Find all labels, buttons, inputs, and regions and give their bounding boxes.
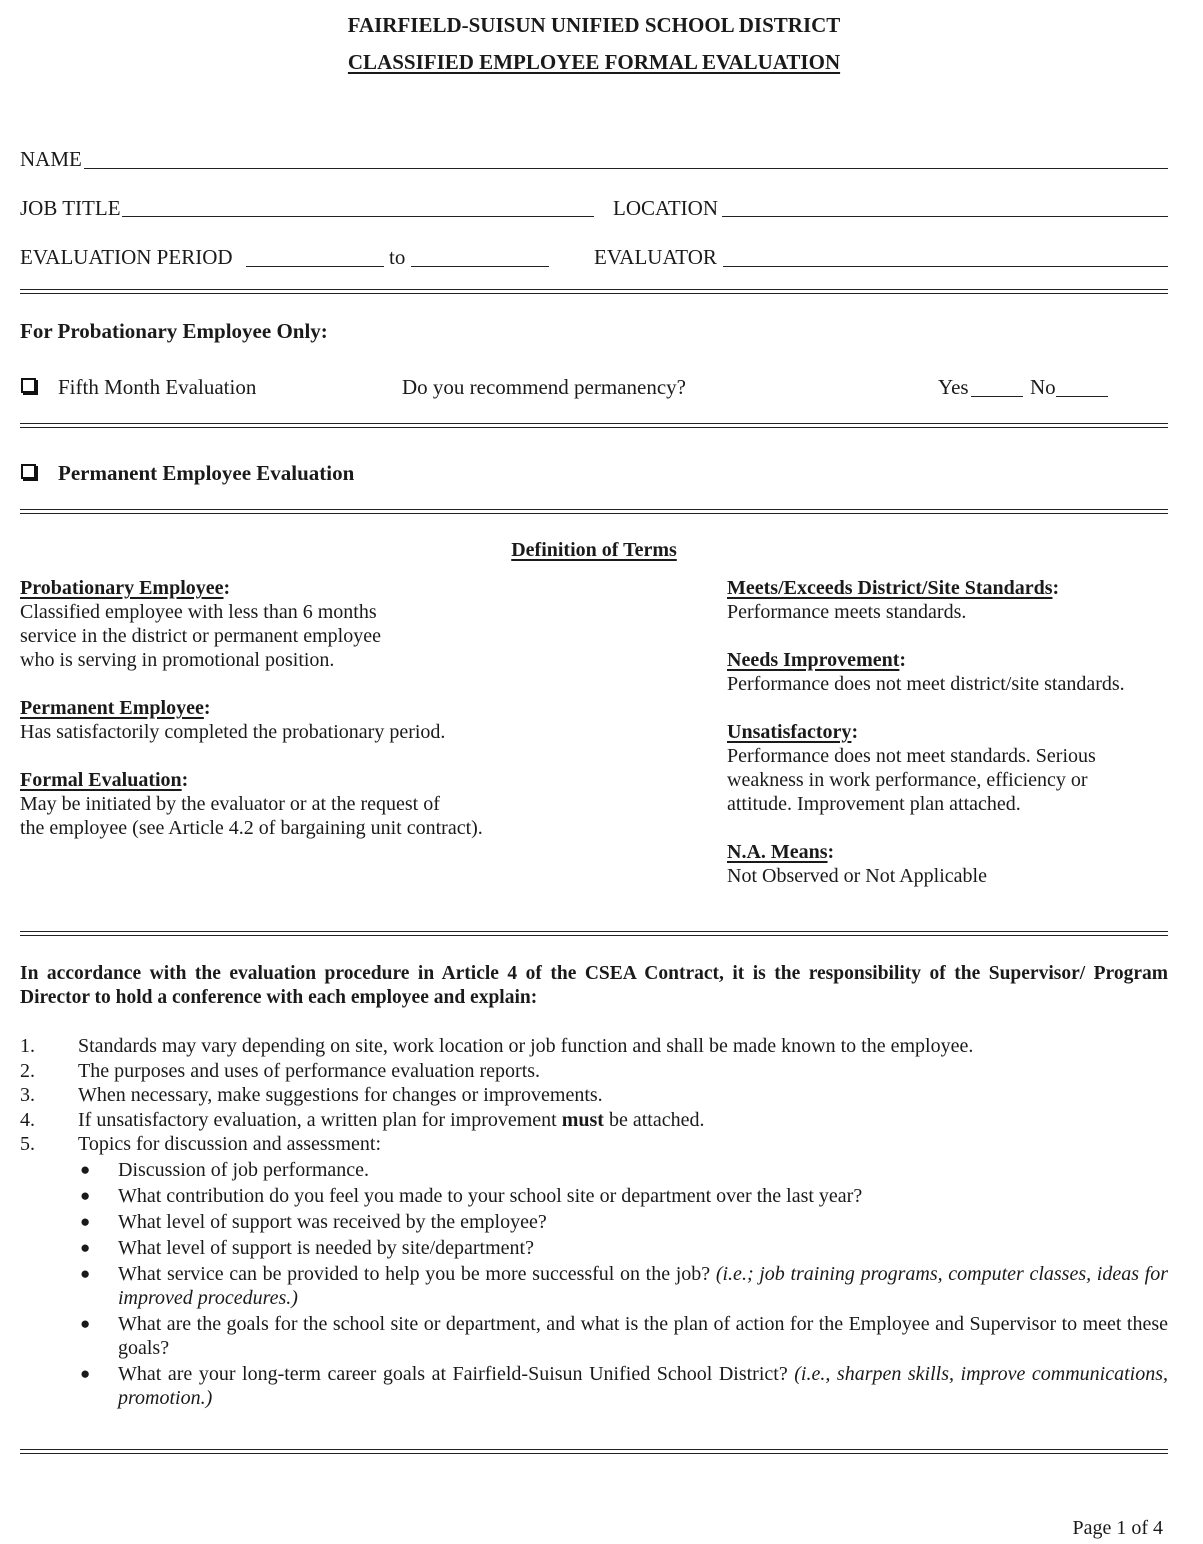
item-text: Topics for discussion and assessment:: [78, 1133, 382, 1155]
page-number: Page 1 of 4: [1072, 1517, 1163, 1539]
item-text: When necessary, make suggestions for changes or improvements.: [78, 1084, 603, 1106]
divider: [20, 1449, 1168, 1454]
definition-term: Permanent Employee: [20, 697, 204, 719]
definitions-right: [727, 576, 1167, 912]
bullet-text: What are your long-term career goals at Fairfield-Suisun Unified School District? (i.e., sharpen skills, improve communications, promotion.): [118, 1362, 1168, 1409]
to-label: to: [389, 245, 406, 269]
form-title-text: CLASSIFIED EMPLOYEE FORMAL EVALUATION: [347, 50, 841, 74]
bullet-text: What contribution do you feel you made to your school site or department over the last year?: [118, 1184, 863, 1207]
period-end-field[interactable]: [411, 266, 549, 267]
definition-term: Unsatisfactory: [727, 721, 852, 743]
bullet-icon: ●: [80, 1185, 91, 1205]
permanent-checkbox[interactable]: [21, 464, 36, 479]
no-label: No: [1030, 375, 1056, 399]
bullet-icon: ●: [80, 1159, 91, 1179]
bullet-icon: ●: [80, 1237, 91, 1257]
permanent-label: Permanent Employee Evaluation: [58, 461, 355, 485]
definition-line: Classified employee with less than 6 months: [20, 601, 377, 623]
list-item: [20, 1108, 1168, 1133]
definition-unsatisfactory: Unsatisfactory: Performance does not meet standards. Serious weakness in work performance, efficiency or attitude. Improvement plan attached.: [727, 720, 1167, 816]
bullet-item: [78, 1362, 1168, 1410]
procedure-list: [20, 1034, 1168, 1412]
definition-line: the employee (see Article 4.2 of bargaining unit contract).: [20, 817, 483, 839]
yes-label: Yes: [938, 375, 969, 399]
name-field[interactable]: [84, 168, 1168, 169]
bullet-item: [78, 1236, 1168, 1260]
bullet-item: [78, 1210, 1168, 1234]
item-text-before: If unsatisfactory evaluation, a written plan for improvement: [78, 1108, 562, 1131]
divider: [20, 423, 1168, 428]
list-item: [20, 1059, 1168, 1084]
definition-line: Performance does not meet district/site standards.: [727, 673, 1125, 695]
period-start-field[interactable]: [246, 266, 384, 267]
definition-formal: Formal Evaluation: May be initiated by the evaluator or at the request of the employee (see Article 4.2 of bargaining unit contract).: [20, 768, 680, 840]
bullet-text: Discussion of job performance.: [118, 1158, 370, 1181]
bullet-text: What service can be provided to help you be more successful on the job? (i.e.; job training programs, computer classes, ideas for improved procedures.): [118, 1262, 1168, 1309]
bullet-text: What level of support was received by the employee?: [118, 1210, 547, 1233]
bullet-icon: ●: [80, 1363, 91, 1383]
item-text: [78, 1108, 704, 1133]
definition-term: N.A. Means: [727, 841, 828, 863]
location-label: LOCATION: [613, 196, 718, 220]
definition-needs-improvement: Needs Improvement: Performance does not meet district/site standards.: [727, 648, 1167, 696]
divider: [20, 931, 1168, 936]
item-text-bold: must: [561, 1108, 604, 1131]
definition-line: May be initiated by the evaluator or at the request of: [20, 793, 440, 815]
definition-term: Meets/Exceeds District/Site Standards: [727, 577, 1053, 599]
definition-permanent: Permanent Employee: Has satisfactorily completed the probationary period.: [20, 696, 680, 744]
bullet-icon: ●: [80, 1263, 91, 1283]
divider: [20, 289, 1168, 294]
definitions-heading-text: Definition of Terms: [511, 539, 677, 561]
definition-probationary: Probationary Employee: Classified employee with less than 6 months service in the district or permanent employee who is serving in promotional position.: [20, 576, 680, 672]
bullet-item: [78, 1312, 1168, 1360]
bullet-item: [78, 1184, 1168, 1208]
definition-line: Performance does not meet standards. Serious: [727, 745, 1096, 767]
list-item: [20, 1083, 1168, 1108]
definition-line: Not Observed or Not Applicable: [727, 865, 987, 887]
recommend-question: Do you recommend permanency?: [402, 375, 686, 399]
item-number: 2.: [20, 1059, 35, 1082]
name-label: NAME: [20, 147, 82, 171]
definition-line: Has satisfactorily completed the probationary period.: [20, 721, 446, 743]
no-field[interactable]: [1056, 396, 1108, 397]
district-title: FAIRFIELD-SUISUN UNIFIED SCHOOL DISTRICT: [347, 13, 841, 37]
yes-field[interactable]: [971, 396, 1023, 397]
probationary-heading: For Probationary Employee Only:: [20, 319, 328, 343]
definition-line: Performance meets standards.: [727, 601, 967, 623]
bullet-icon: ●: [80, 1313, 91, 1333]
bullet-text: What level of support is needed by site/department?: [118, 1236, 534, 1259]
job-title-label: JOB TITLE: [20, 196, 121, 220]
item-number: 1.: [20, 1035, 35, 1057]
definition-term: Formal Evaluation: [20, 769, 182, 791]
definition-term: Probationary Employee: [20, 577, 224, 599]
procedure-intro: In accordance with the evaluation procedure in Article 4 of the CSEA Contract, it is the responsibility of the Supervisor/ Program Director to hold a conference with each employee and explain:: [20, 963, 1168, 1008]
definition-na: N.A. Means: Not Observed or Not Applicable: [727, 840, 1167, 888]
item-text-after: be attached.: [603, 1108, 705, 1131]
definition-term: Needs Improvement: [727, 649, 900, 671]
location-field[interactable]: [722, 216, 1168, 217]
definition-line: service in the district or permanent employee: [20, 625, 381, 647]
item-number: 4.: [20, 1108, 35, 1131]
bullet-text: What are the goals for the school site or department, and what is the plan of action for the Employee and Supervisor to meet these goals?: [118, 1312, 1168, 1359]
definition-line: who is serving in promotional position.: [20, 649, 335, 671]
bullet-item: [78, 1158, 1168, 1182]
definitions-heading: [0, 539, 1188, 562]
definition-line: weakness in work performance, efficiency or: [727, 769, 1088, 791]
bullet-item: [78, 1262, 1168, 1310]
item-text: Standards may vary depending on site, work location or job function and shall be made known to the employee.: [78, 1035, 974, 1057]
definitions-left: [20, 576, 680, 864]
bullet-icon: ●: [80, 1211, 91, 1231]
evaluator-label: EVALUATOR: [594, 245, 717, 269]
list-item: [20, 1132, 1168, 1157]
list-item: [20, 1034, 1168, 1059]
definition-line: attitude. Improvement plan attached.: [727, 793, 1021, 815]
item-text: The purposes and uses of performance evaluation reports.: [78, 1059, 541, 1082]
divider: [20, 509, 1168, 514]
fifth-month-checkbox[interactable]: [21, 378, 36, 393]
fifth-month-label: Fifth Month Evaluation: [58, 375, 257, 399]
job-title-field[interactable]: [122, 216, 594, 217]
definition-meets: Meets/Exceeds District/Site Standards: Performance meets standards.: [727, 576, 1167, 624]
item-number: 5.: [20, 1133, 35, 1155]
evaluation-period-label: EVALUATION PERIOD: [20, 245, 233, 269]
item-number: 3.: [20, 1084, 35, 1106]
form-title: [0, 50, 1188, 75]
evaluator-field[interactable]: [723, 266, 1168, 267]
